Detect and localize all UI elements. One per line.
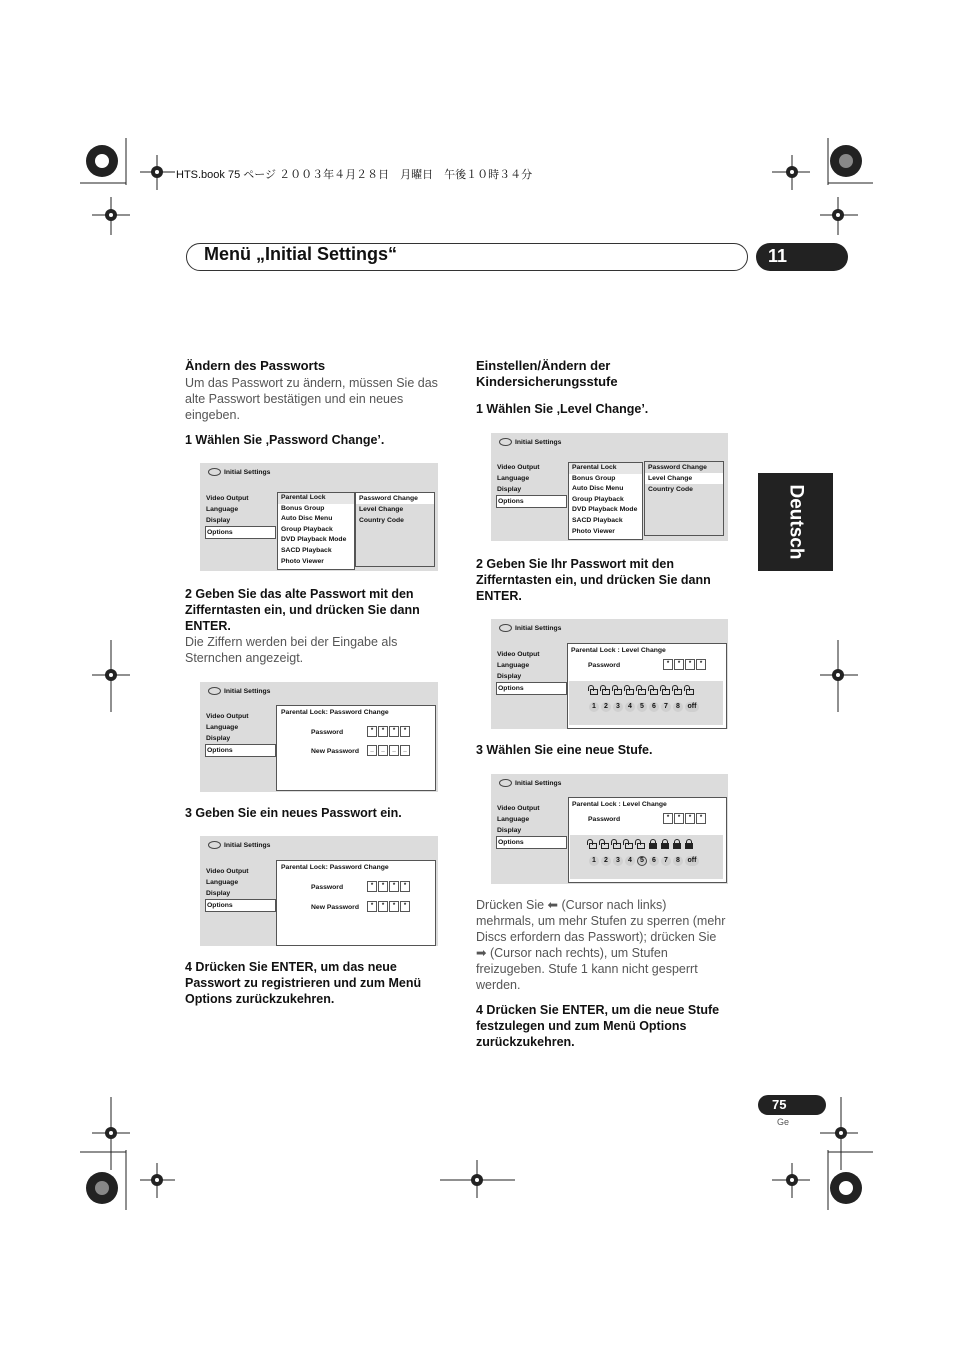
level-7[interactable]: 7 xyxy=(661,856,671,866)
menu-item-display[interactable]: Display xyxy=(497,673,522,680)
text-line: Um das Passwort zu ändern, müssen Sie das xyxy=(185,376,438,390)
submenu-item-photo-viewer[interactable]: Photo Viewer xyxy=(572,527,615,535)
menu-item-options[interactable]: Options xyxy=(205,744,276,757)
text-line: ➡ (Cursor nach rechts), um Stufen xyxy=(476,946,668,960)
submenu-item-parental-lock[interactable]: Parental Lock xyxy=(278,493,354,504)
cursor-note xyxy=(476,897,751,993)
password-label: Password xyxy=(588,816,621,823)
level-off[interactable]: off xyxy=(685,856,699,866)
osd-title: Initial Settings xyxy=(208,468,270,476)
osd-parental-lock-submenu xyxy=(355,492,435,567)
language-side-tab-label: Deutsch xyxy=(785,484,807,560)
level-8[interactable]: 8 xyxy=(673,856,683,866)
book-header-line: HTS.book 75 ページ ２００３年４月２８日 月曜日 午後１０時３４分 xyxy=(176,169,533,181)
section-heading-password: Ändern des Passworts xyxy=(185,358,326,373)
submenu-item-dvd-playback-mode[interactable]: DVD Playback Mode xyxy=(281,536,347,544)
text-line: 4 Drücken Sie ENTER, um die neue Stufe xyxy=(476,1003,720,1017)
step-1-password-change: 1 Wählen Sie ‚Password Change’. xyxy=(185,433,385,447)
lock-row xyxy=(589,839,697,851)
menu-item-language[interactable]: Language xyxy=(497,475,530,482)
text-line: werden. xyxy=(476,978,521,992)
unlocked-icon xyxy=(589,839,597,849)
osd-panel-old-password: Initial Settings Video Output Language Display Options Parental Lock: Password Change Password * * * * New Password _ _ _ _ xyxy=(200,682,438,792)
dialog-title: Parental Lock: Password Change xyxy=(281,709,389,716)
step-3-new-password: 3 Geben Sie ein neues Passwort ein. xyxy=(185,806,402,820)
unlocked-icon xyxy=(590,685,598,695)
menu-item-options[interactable]: Options xyxy=(496,836,567,849)
text-line: Discs erfordern das Passwort); drücken Sie xyxy=(476,930,717,944)
menu-item-options[interactable]: Options xyxy=(496,495,567,508)
step-4-confirm-level xyxy=(476,1002,719,1050)
osd-panel-new-password: Initial Settings Video Output Language Display Options Parental Lock: Password Change Password * * * * New Password * * * * xyxy=(200,836,438,946)
menu-item-options[interactable]: Options xyxy=(205,899,276,912)
unlocked-icon xyxy=(613,839,621,849)
text-line: Einstellen/Ändern der xyxy=(476,358,611,373)
step-4-register-password xyxy=(185,959,421,1007)
osd-main-menu xyxy=(496,803,567,849)
new-password-label: New Password xyxy=(311,748,359,755)
new-password-field[interactable]: _ _ _ _ xyxy=(367,745,411,756)
unlocked-icon xyxy=(650,685,658,695)
submenu-item-group-playback[interactable]: Group Playback xyxy=(281,525,333,533)
password-field[interactable]: * * * * xyxy=(367,726,411,737)
level-selector[interactable] xyxy=(589,702,701,712)
new-password-label: New Password xyxy=(311,904,359,911)
step-2-note xyxy=(185,634,397,666)
unlocked-icon xyxy=(662,685,670,695)
text-line: freizugeben. Stufe 1 kann nicht gesperrt xyxy=(476,962,698,976)
osd-main-menu xyxy=(205,493,276,539)
text-line: eingeben. xyxy=(185,408,240,422)
text-line: ENTER. xyxy=(185,619,231,633)
new-password-field[interactable]: * * * * xyxy=(367,901,411,912)
submenu-item-country-code[interactable]: Country Code xyxy=(359,517,404,524)
level-off[interactable]: off xyxy=(685,702,699,712)
level-3[interactable]: 3 xyxy=(613,856,623,866)
text-line: Zifferntasten ein, und drücken Sie dann xyxy=(185,603,420,617)
text-line: mehrmals, um mehr Stufen zu sperren (mehr xyxy=(476,914,726,928)
osd-main-menu xyxy=(205,866,276,912)
menu-item-language[interactable]: Language xyxy=(206,724,239,731)
dialog-title: Parental Lock : Level Change xyxy=(571,647,666,654)
menu-item-options[interactable]: Options xyxy=(496,682,567,695)
unlocked-icon xyxy=(686,685,694,695)
text-line: Passwort zu registrieren und zum Menü xyxy=(185,976,422,990)
text-line: 2 Geben Sie das alte Passwort mit den xyxy=(185,587,414,601)
password-change-dialog xyxy=(276,705,436,791)
level-1[interactable]: 1 xyxy=(589,856,599,866)
menu-item-video-output[interactable]: Video Output xyxy=(206,713,249,720)
password-label: Password xyxy=(311,884,344,891)
section-heading-level xyxy=(476,358,618,390)
disc-icon xyxy=(208,468,221,476)
step-3-new-level: 3 Wählen Sie eine neue Stufe. xyxy=(476,743,653,757)
disc-icon xyxy=(208,841,221,849)
text-line: Kindersicherungsstufe xyxy=(476,374,618,389)
osd-main-menu xyxy=(205,711,276,757)
menu-item-language[interactable]: Language xyxy=(497,662,530,669)
unlocked-icon xyxy=(602,685,610,695)
menu-item-video-output[interactable]: Video Output xyxy=(497,651,540,658)
osd-main-menu xyxy=(496,649,567,695)
menu-item-options[interactable]: Options xyxy=(205,526,276,539)
menu-item-display[interactable]: Display xyxy=(497,827,522,834)
submenu-item-level-change[interactable]: Level Change xyxy=(645,473,723,484)
menu-item-video-output[interactable]: Video Output xyxy=(206,868,249,875)
text-line: 4 Drücken Sie ENTER, um das neue xyxy=(185,960,397,974)
osd-parental-lock-submenu xyxy=(644,461,724,536)
level-4[interactable]: 4 xyxy=(625,856,635,866)
step-2-enter-password xyxy=(476,556,711,604)
menu-item-video-output[interactable]: Video Output xyxy=(206,495,249,502)
submenu-item-bonus-group[interactable]: Bonus Group xyxy=(281,504,325,512)
menu-item-language[interactable]: Language xyxy=(497,816,530,823)
password-field[interactable]: * * * * xyxy=(663,659,707,670)
submenu-item-auto-disc-menu[interactable]: Auto Disc Menu xyxy=(572,485,624,493)
chapter-number: 11 xyxy=(768,246,788,266)
level-2[interactable]: 2 xyxy=(601,702,611,712)
submenu-item-password-change[interactable]: Password Change xyxy=(356,493,434,504)
osd-options-submenu xyxy=(277,492,355,570)
text-line: Die Ziffern werden bei der Eingabe als xyxy=(185,635,398,649)
level-8[interactable]: 8 xyxy=(673,702,683,712)
submenu-item-group-playback[interactable]: Group Playback xyxy=(572,495,624,503)
level-3[interactable]: 3 xyxy=(613,702,623,712)
menu-item-language[interactable]: Language xyxy=(206,506,239,513)
osd-main-menu xyxy=(496,462,567,508)
submenu-item-dvd-playback-mode[interactable]: DVD Playback Mode xyxy=(572,506,638,514)
locked-icon xyxy=(673,839,681,849)
submenu-item-photo-viewer[interactable]: Photo Viewer xyxy=(281,557,324,565)
level-5[interactable]: 5 xyxy=(637,702,647,712)
text-line: Zifferntasten ein, und drücken Sie dann xyxy=(476,573,711,587)
dialog-title: Parental Lock: Password Change xyxy=(281,864,389,871)
unlocked-icon xyxy=(614,685,622,695)
locked-icon xyxy=(661,839,669,849)
submenu-item-country-code[interactable]: Country Code xyxy=(648,486,693,493)
osd-panel-new-level: Initial Settings Video Output Language Display Options Parental Lock : Level Change Password * * * * 1 2 3 4 5 6 7 8 off xyxy=(491,774,728,884)
osd-panel-password-change-menu xyxy=(200,463,438,571)
level-change-dialog xyxy=(568,797,727,883)
osd-panel-level-password: Initial Settings Video Output Language Display Options Parental Lock : Level Change Password * * * * 1 2 3 4 5 6 7 8 off xyxy=(491,619,728,729)
locked-icon xyxy=(649,839,657,849)
submenu-item-password-change[interactable]: Password Change xyxy=(648,464,707,471)
menu-item-display[interactable]: Display xyxy=(497,486,522,493)
password-change-dialog xyxy=(276,860,436,946)
level-6[interactable]: 6 xyxy=(649,702,659,712)
level-2[interactable]: 2 xyxy=(601,856,611,866)
submenu-item-sacd-playback[interactable]: SACD Playback xyxy=(281,546,332,554)
text-line: Sternchen angezeigt. xyxy=(185,651,304,665)
locked-icon xyxy=(685,839,693,849)
unlocked-icon xyxy=(601,839,609,849)
submenu-item-bonus-group[interactable]: Bonus Group xyxy=(572,474,616,482)
level-5-selected[interactable]: 5 xyxy=(637,856,647,866)
intro-paragraph xyxy=(185,375,465,423)
disc-icon xyxy=(208,687,221,695)
language-code: Ge xyxy=(777,1117,790,1127)
level-4[interactable]: 4 xyxy=(625,702,635,712)
level-area xyxy=(570,835,723,879)
unlocked-icon xyxy=(637,839,645,849)
page-number: 75 xyxy=(772,1097,787,1112)
password-field[interactable]: * * * * xyxy=(663,813,707,824)
disc-icon xyxy=(499,624,512,632)
submenu-item-parental-lock[interactable]: Parental Lock xyxy=(569,463,642,474)
level-1[interactable]: 1 xyxy=(589,702,599,712)
password-label: Password xyxy=(311,729,344,736)
text-line: Options zurückzukehren. xyxy=(185,992,335,1006)
step-1-level-change: 1 Wählen Sie ‚Level Change’. xyxy=(476,402,649,416)
password-field[interactable]: * * * * xyxy=(367,881,411,892)
menu-item-display[interactable]: Display xyxy=(206,890,231,897)
level-6[interactable]: 6 xyxy=(649,856,659,866)
menu-item-display[interactable]: Display xyxy=(206,517,231,524)
level-selector[interactable] xyxy=(589,856,701,866)
menu-item-display[interactable]: Display xyxy=(206,735,231,742)
osd-options-submenu xyxy=(568,462,643,540)
step-2-old-password xyxy=(185,586,420,634)
unlocked-icon xyxy=(674,685,682,695)
text-line: 2 Geben Sie Ihr Passwort mit den xyxy=(476,557,674,571)
text-line: ENTER. xyxy=(476,589,522,603)
text-line: alte Passwort bestätigen und ein neues xyxy=(185,392,404,406)
menu-item-video-output[interactable]: Video Output xyxy=(497,805,540,812)
level-area xyxy=(569,681,723,725)
text-line: Drücken Sie ⬅ (Cursor nach links) xyxy=(476,898,667,912)
lock-row xyxy=(590,685,698,697)
level-7[interactable]: 7 xyxy=(661,702,671,712)
osd-panel-level-change-menu: Initial Settings Video Output Language Display Options Parental Lock Bonus Group Auto Disc Menu Group Playback DVD Playback Mode SACD Playback Photo Viewer Password Change Level Change Country Code xyxy=(491,433,728,541)
submenu-item-level-change[interactable]: Level Change xyxy=(359,506,404,513)
submenu-item-sacd-playback[interactable]: SACD Playback xyxy=(572,516,623,524)
disc-icon xyxy=(499,779,512,787)
disc-icon xyxy=(499,438,512,446)
password-label: Password xyxy=(588,662,621,669)
level-change-dialog xyxy=(567,643,727,729)
page-number-badge xyxy=(758,1095,826,1115)
dialog-title: Parental Lock : Level Change xyxy=(572,801,667,808)
unlocked-icon xyxy=(638,685,646,695)
menu-item-video-output[interactable]: Video Output xyxy=(497,464,540,471)
menu-item-language[interactable]: Language xyxy=(206,879,239,886)
unlocked-icon xyxy=(625,839,633,849)
chapter-title: Menü „Initial Settings“ xyxy=(204,244,398,264)
submenu-item-auto-disc-menu[interactable]: Auto Disc Menu xyxy=(281,515,333,523)
text-line: festzulegen und zum Menü Options xyxy=(476,1019,687,1033)
unlocked-icon xyxy=(626,685,634,695)
text-line: zurückzukehren. xyxy=(476,1035,575,1049)
